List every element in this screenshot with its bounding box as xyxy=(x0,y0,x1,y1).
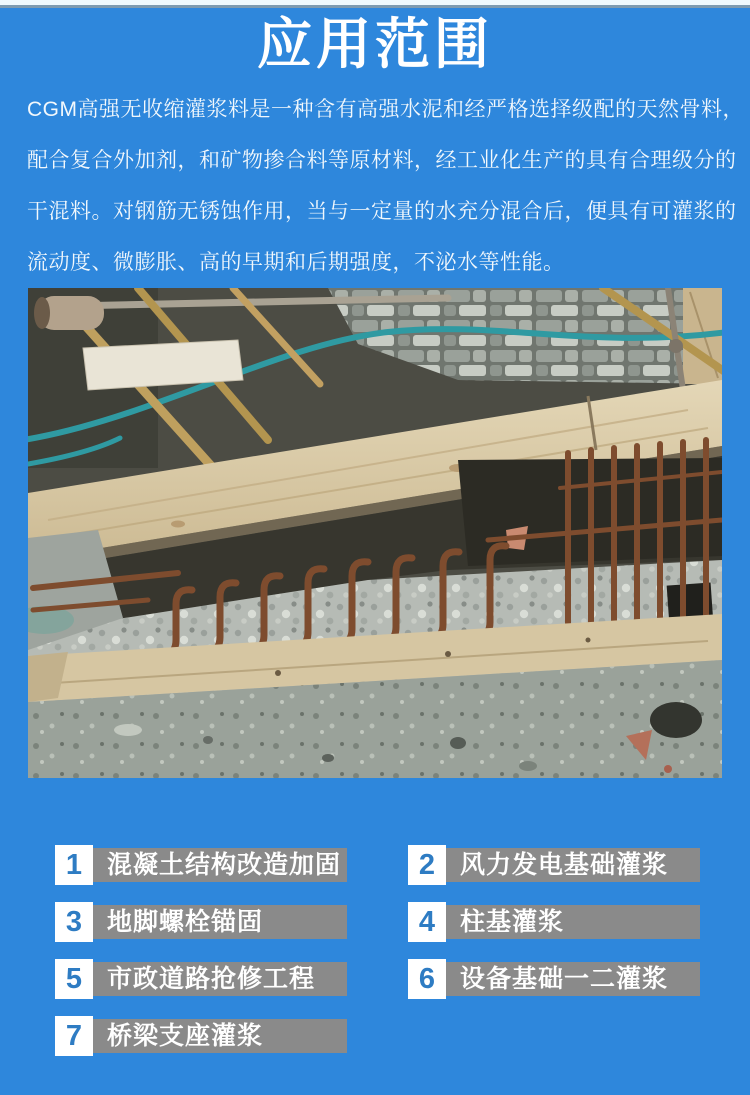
item-number-badge: 1 xyxy=(55,845,93,885)
item-number-badge: 3 xyxy=(55,902,93,942)
item-number-badge: 7 xyxy=(55,1016,93,1056)
item-number-badge: 2 xyxy=(408,845,446,885)
item-label: 风力发电基础灌浆 xyxy=(446,848,700,882)
application-item-7 xyxy=(55,1016,347,1056)
application-item-1 xyxy=(55,845,347,885)
item-number-badge: 4 xyxy=(408,902,446,942)
page-title: 应用范围 xyxy=(256,13,493,75)
intro-line: 流动度、微膨胀、高的早期和后期强度，不泌水等性能。 xyxy=(27,251,565,274)
site-photo-illustration xyxy=(28,288,722,778)
application-item-3 xyxy=(55,902,347,942)
intro-line: 干混料。对钢筋无锈蚀作用，当与一定量的水充分混合后，便具有可灌浆的 xyxy=(27,200,737,223)
item-number-badge: 6 xyxy=(408,959,446,999)
item-label: 桥梁支座灌浆 xyxy=(93,1019,347,1053)
application-item-4 xyxy=(408,902,700,942)
application-item-6 xyxy=(408,959,700,999)
item-label: 地脚螺栓锚固 xyxy=(93,905,347,939)
application-item-5 xyxy=(55,959,347,999)
item-label: 市政道路抢修工程 xyxy=(93,962,347,996)
site-photo xyxy=(28,288,722,778)
intro-line: 配合复合外加剂，和矿物掺合料等原材料，经工业化生产的具有合理级分的 xyxy=(27,149,737,172)
application-item-2 xyxy=(408,845,700,885)
item-number-badge: 5 xyxy=(55,959,93,999)
intro-line: CGM高强无收缩灌浆料是一种含有高强水泥和经严格选择级配的天然骨料， xyxy=(27,98,744,121)
item-label: 设备基础一二灌浆 xyxy=(446,962,700,996)
intro-paragraph xyxy=(27,84,744,288)
item-label: 柱基灌浆 xyxy=(446,905,700,939)
item-label: 混凝土结构改造加固 xyxy=(93,848,347,882)
